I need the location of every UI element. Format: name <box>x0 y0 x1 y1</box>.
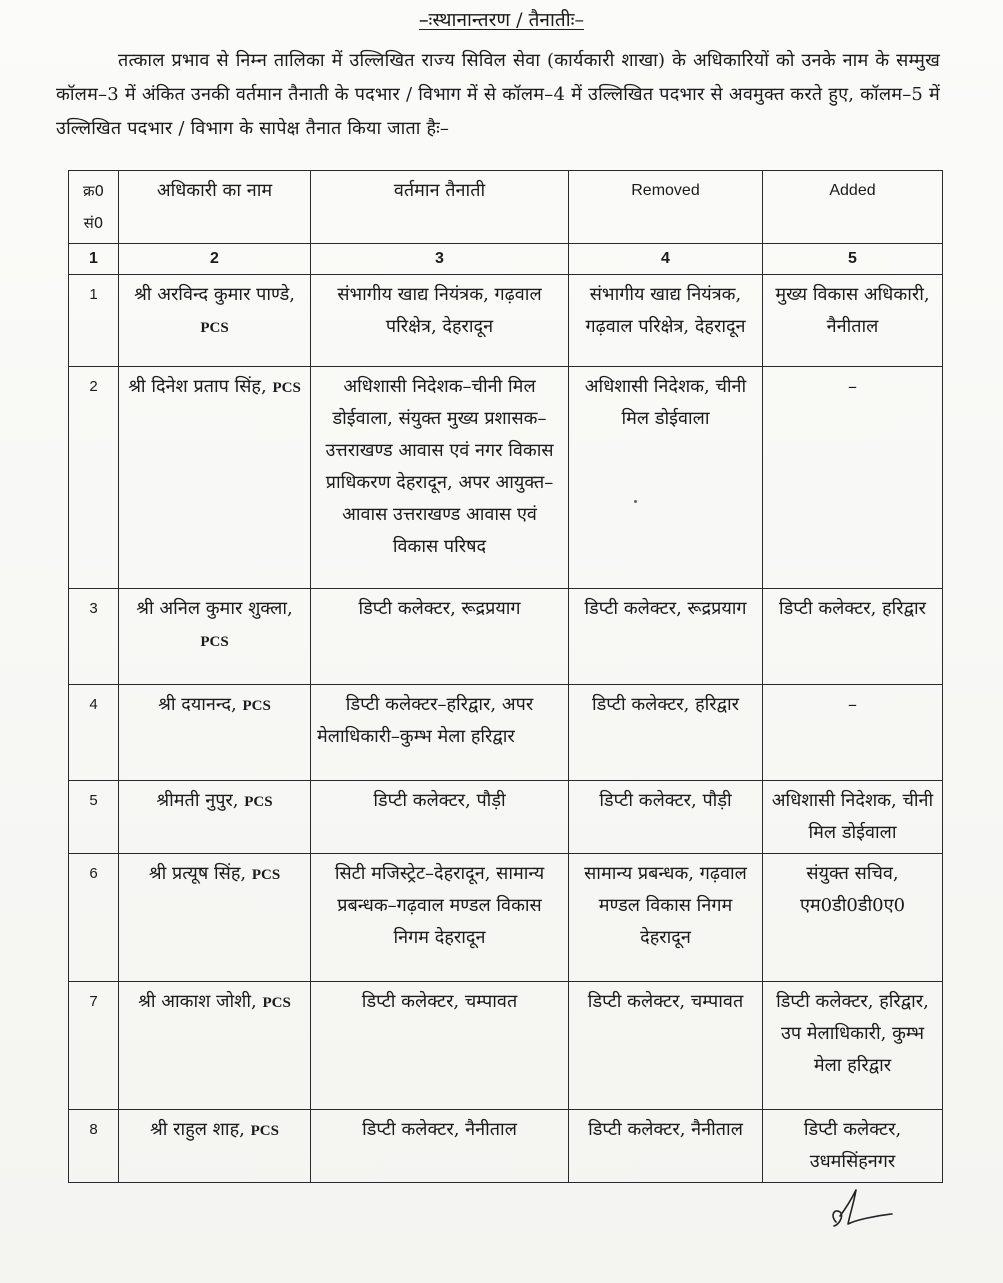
row-current-posting: डिप्टी कलेक्टर, चम्पावत <box>311 982 569 1110</box>
officer-name-text: श्री अरविन्द कुमार पाण्डे, <box>134 284 295 305</box>
pcs-suffix: PCS <box>244 794 273 810</box>
officer-name-text: श्री अनिल कुमार शुक्ला, <box>136 598 293 619</box>
row-officer-name <box>119 367 311 589</box>
row-current-posting: डिप्टी कलेक्टर–हरिद्वार, अपर मेलाधिकारी–कुम्भ मेला हरिद्वार <box>311 685 569 781</box>
row-removed: डिप्टी कलेक्टर, चम्पावत <box>569 982 763 1110</box>
row-current-posting: अधिशासी निदेशक–चीनी मिल डोईवाला, संयुक्त मुख्य प्रशासक–उत्तराखण्ड आवास एवं नगर विकास प्राधिकरण देहरादून, अपर आयुक्त–आवास उत्तराखण्ड आवास एवं विकास परिषद <box>311 367 569 589</box>
column-number-row <box>69 244 943 275</box>
officer-name-text: श्री दयानन्द, <box>158 694 237 715</box>
row-officer-name <box>119 982 311 1110</box>
table-row <box>69 685 943 781</box>
column-number: 2 <box>119 244 311 275</box>
row-current-posting: डिप्टी कलेक्टर, रूद्रप्रयाग <box>311 589 569 685</box>
row-sno: 1 <box>69 275 119 367</box>
row-officer-name <box>119 275 311 367</box>
row-officer-name <box>119 589 311 685</box>
row-officer-name <box>119 1110 311 1183</box>
header-sno: क्र0 सं0 <box>69 171 119 244</box>
signature-mark <box>826 1186 896 1230</box>
row-added: मुख्य विकास अधिकारी, नैनीताल <box>763 275 943 367</box>
table-row <box>69 367 943 589</box>
pcs-suffix: PCS <box>242 698 271 714</box>
header-current-posting: वर्तमान तैनाती <box>311 171 569 244</box>
row-officer-name <box>119 685 311 781</box>
pcs-suffix: PCS <box>200 320 229 336</box>
column-number: 5 <box>763 244 943 275</box>
document-heading <box>0 6 1003 32</box>
heading-text: –ःस्थानान्तरण / तैनातीः– <box>419 9 584 31</box>
pcs-suffix: PCS <box>200 634 229 650</box>
pcs-suffix: PCS <box>251 867 281 883</box>
row-added: डिप्टी कलेक्टर, हरिद्वार <box>763 589 943 685</box>
table-row <box>69 781 943 854</box>
row-officer-name <box>119 854 311 982</box>
table-row <box>69 1110 943 1183</box>
transfer-table <box>68 170 943 1183</box>
row-sno: 3 <box>69 589 119 685</box>
table-row <box>69 275 943 367</box>
pcs-suffix: PCS <box>262 995 291 1011</box>
officer-name-text: श्री आकाश जोशी, <box>138 991 257 1012</box>
column-number: 1 <box>69 244 119 275</box>
officer-name-text: श्रीमती नुपुर, <box>156 790 239 811</box>
row-sno: 6 <box>69 854 119 982</box>
row-added: डिप्टी कलेक्टर, उधमसिंहनगर <box>763 1110 943 1183</box>
ink-dot <box>634 500 637 503</box>
table-row <box>69 589 943 685</box>
table-header-row <box>69 171 943 244</box>
row-sno: 7 <box>69 982 119 1110</box>
table-row <box>69 982 943 1110</box>
row-removed: संभागीय खाद्य नियंत्रक, गढ़वाल परिक्षेत्र, देहरादून <box>569 275 763 367</box>
row-added: अधिशासी निदेशक, चीनी मिल डोईवाला <box>763 781 943 854</box>
row-officer-name <box>119 781 311 854</box>
column-number: 4 <box>569 244 763 275</box>
table-row <box>69 854 943 982</box>
row-added: – <box>763 685 943 781</box>
row-removed: डिप्टी कलेक्टर, नैनीताल <box>569 1110 763 1183</box>
row-current-posting: डिप्टी कलेक्टर, नैनीताल <box>311 1110 569 1183</box>
row-sno: 8 <box>69 1110 119 1183</box>
row-removed: डिप्टी कलेक्टर, हरिद्वार <box>569 685 763 781</box>
header-added: Added <box>763 171 943 244</box>
row-current-posting: सिटी मजिस्ट्रेट–देहरादून, सामान्य प्रबन्धक–गढ़वाल मण्डल विकास निगम देहरादून <box>311 854 569 982</box>
row-current-posting: डिप्टी कलेक्टर, पौड़ी <box>311 781 569 854</box>
row-sno: 5 <box>69 781 119 854</box>
pcs-suffix: PCS <box>272 380 301 396</box>
row-sno: 2 <box>69 367 119 589</box>
officer-name-text: श्री राहुल शाह, <box>150 1119 245 1140</box>
header-removed: Removed <box>569 171 763 244</box>
row-removed: डिप्टी कलेक्टर, रूद्रप्रयाग <box>569 589 763 685</box>
row-added: संयुक्त सचिव, एम0डी0डी0ए0 <box>763 854 943 982</box>
pcs-suffix: PCS <box>250 1123 279 1139</box>
officer-name-text: श्री दिनेश प्रताप सिंह, <box>128 376 267 397</box>
row-removed: सामान्य प्रबन्धक, गढ़वाल मण्डल विकास निगम देहरादून <box>569 854 763 982</box>
row-removed: डिप्टी कलेक्टर, पौड़ी <box>569 781 763 854</box>
header-name: अधिकारी का नाम <box>119 171 311 244</box>
intro-paragraph: तत्काल प्रभाव से निम्न तालिका में उल्लिखित राज्य सिविल सेवा (कार्यकारी शाखा) के अधिकारियों को उनके नाम के सम्मुख कॉलम–3 में अंकित उनकी वर्तमान तैनाती के पदभार / विभाग में से कॉलम–4 में उल्लिखित पदभार से अवमुक्त करते हुए, कॉलम–5 में उल्लिखित पदभार / विभाग के सापेक्ष तैनात किया जाता हैः– <box>56 50 940 139</box>
column-number: 3 <box>311 244 569 275</box>
row-sno: 4 <box>69 685 119 781</box>
row-current-posting: संभागीय खाद्य नियंत्रक, गढ़वाल परिक्षेत्र, देहरादून <box>311 275 569 367</box>
row-added: – <box>763 367 943 589</box>
row-added: डिप्टी कलेक्टर, हरिद्वार, उप मेलाधिकारी, कुम्भ मेला हरिद्वार <box>763 982 943 1110</box>
row-removed: अधिशासी निदेशक, चीनी मिल डोईवाला <box>569 367 763 589</box>
officer-name-text: श्री प्रत्यूष सिंह, <box>148 863 247 884</box>
